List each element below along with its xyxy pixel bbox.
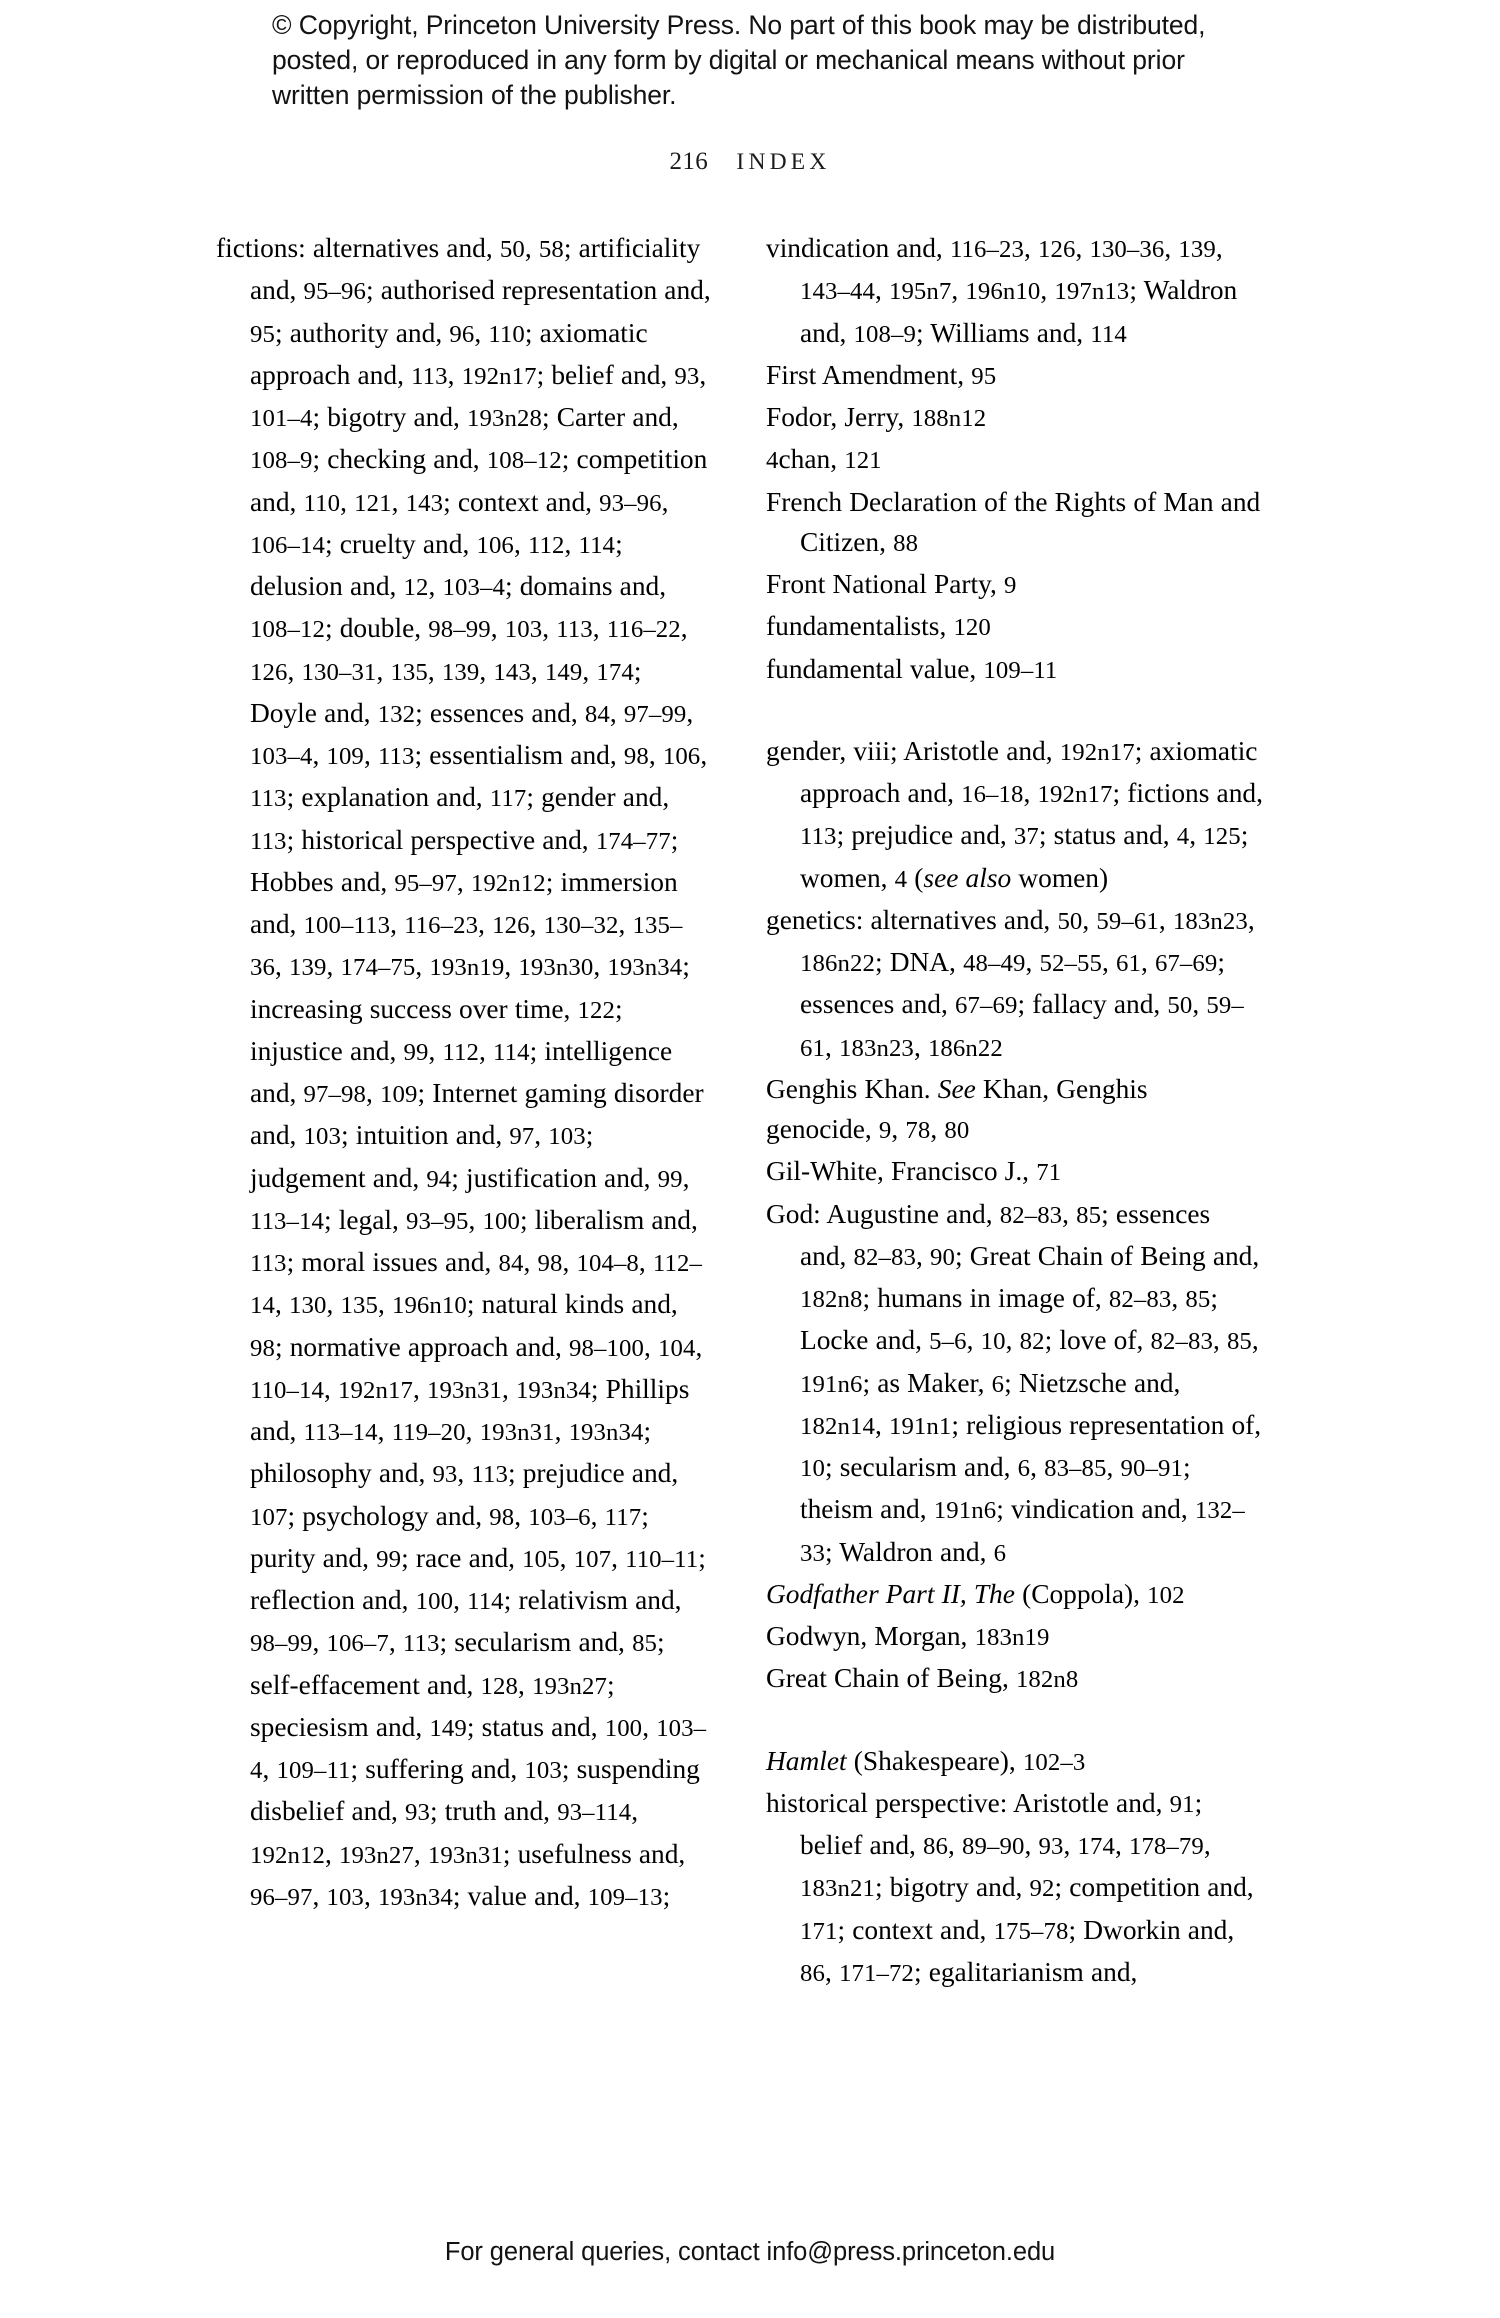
index-entry: vindication and, 116–23, 126, 130–36, 139, 143–44, 195n7, 196n10, 197n13; Waldron and, 108–9; Williams and, 114 <box>766 233 1238 348</box>
italic-text: See <box>937 1073 976 1104</box>
index-entry: fictions: alternatives and, 50, 58; artificiality and, 95–96; authorised representation and, 95; authority and, 96, 110; axiomatic approach and, 113, 192n17; belief and, 93, 101–4; bigotry and, 193n28; Carter and, 108–9; checking and, 108–12; competition and, 110, 121, 143; context and, 93–96, 106–14; cruelty and, 106, 112, 114; delusion and, 12, 103–4; domains and, 108–12; double, 98–99, 103, 113, 116–22, 126, 130–31, 135, 139, 143, 149, 174; Doyle and, 132; essences and, 84, 97–99, 103–4, 109, 113; essentialism and, 98, 106, 113; explanation and, 117; gender and, 113; historical perspective and, 174–77; Hobbes and, 95–97, 192n12; immersion and, 100–113, 116–23, 126, 130–32, 135–36, 139, 174–75, 193n19, 193n30, 193n34; increasing success over time, 122; injustice and, 99, 112, 114; intelligence and, 97–98, 109; Internet gaming disorder and, 103; intuition and, 97, 103; judgement and, 94; justification and, 99, 113–14; legal, 93–95, 100; liberalism and, 113; moral issues and, 84, 98, 104–8, 112–14, 130, 135, 196n10; natural kinds and, 98; normative approach and, 98–100, 104, 110–14, 192n17, 193n31, 193n34; Phillips and, 113–14, 119–20, 193n31, 193n34; philosophy and, 93, 113; prejudice and, 107; psychology and, 98, 103–6, 117; purity and, 99; race and, 105, 107, 110–11; reflection and, 100, 114; relativism and, 98–99, 106–7, 113; secularism and, 85; self-effacement and, 128, 193n27; speciesism and, 149; status and, 100, 103–4, 109–11; suffering and, 103; suspending disbelief and, 93; truth and, 93–114, 192n12, 193n27, 193n31; usefulness and, 96–97, 103, 193n34; value and, 109–13; <box>216 233 711 1911</box>
italic-text: see also <box>923 862 1012 893</box>
index-entry: God: Augustine and, 82–83, 85; essences and, 82–83, 90; Great Chain of Being and, 182n8; humans in image of, 82–83, 85; Locke and, 5–6, 10, 82; love of, 82–83, 85, 191n6; as Maker, 6; Nietzsche and, 182n14, 191n1; religious representation of, 10; secularism and, 6, 83–85, 90–91; theism and, 191n6; vindication and, 132–33; Waldron and, 6 <box>766 1198 1262 1567</box>
index-entry: French Declaration of the Rights of Man and Citizen, 88 <box>766 486 1261 557</box>
italic-text: Godfather Part II, The <box>766 1578 1015 1609</box>
index-entry: genetics: alternatives and, 50, 59–61, 183n23, 186n22; DNA, 48–49, 52–55, 61, 67–69; essences and, 67–69; fallacy and, 50, 59–61, 183n23, 186n22 <box>766 904 1255 1062</box>
copyright-notice: © Copyright, Princeton University Press. No part of this book may be distributed, posted, or reproduced in any form by digital or mechanical means without prior written permission of the publisher. <box>272 10 1206 110</box>
page-number: 216 <box>669 148 709 175</box>
running-head <box>0 148 1500 176</box>
index-entry: Front National Party, 9 <box>766 569 1017 599</box>
index-entry: Great Chain of Being, 182n8 <box>766 1663 1079 1694</box>
index-entry: First Amendment, 95 <box>766 359 997 390</box>
index-entry: Hamlet (Shakespeare), 102–3 <box>766 1745 1086 1776</box>
index-entry: Gil-White, Francisco J., 71 <box>766 1156 1062 1187</box>
page-footer: For general queries, contact info@press.princeton.edu <box>444 2238 1056 2266</box>
index-column-right <box>766 228 1263 1994</box>
index-entry: Genghis Khan. See Khan, Genghis <box>766 1073 1148 1104</box>
index-entry: gender, viii; Aristotle and, 192n17; axiomatic approach and, 16–18, 192n17; fictions and, 113; prejudice and, 37; status and, 4, 125; women, 4 (see also women) <box>766 735 1263 893</box>
index-entry: 4chan, 121 <box>766 444 882 475</box>
index-entry: Fodor, Jerry, 188n12 <box>766 402 987 432</box>
index-entry: fundamentalists, 120 <box>766 611 991 642</box>
index-entry: historical perspective: Aristotle and, 91; belief and, 86, 89–90, 93, 174, 178–79, 183n21; bigotry and, 92; competition and, 171; context and, 175–78; Dworkin and, 86, 171–72; egalitarianism and, <box>766 1787 1254 1987</box>
index-entry: genocide, 9, 78, 80 <box>766 1114 970 1144</box>
index-entry: Godfather Part II, The (Coppola), 102 <box>766 1578 1185 1609</box>
index-entry: Godwyn, Morgan, 183n19 <box>766 1621 1050 1651</box>
index-body <box>0 228 1500 2088</box>
italic-text: Hamlet <box>766 1745 847 1776</box>
running-head-label: INDEX <box>736 149 831 175</box>
index-column-left <box>216 228 713 1918</box>
index-entry: fundamental value, 109–11 <box>766 653 1058 684</box>
